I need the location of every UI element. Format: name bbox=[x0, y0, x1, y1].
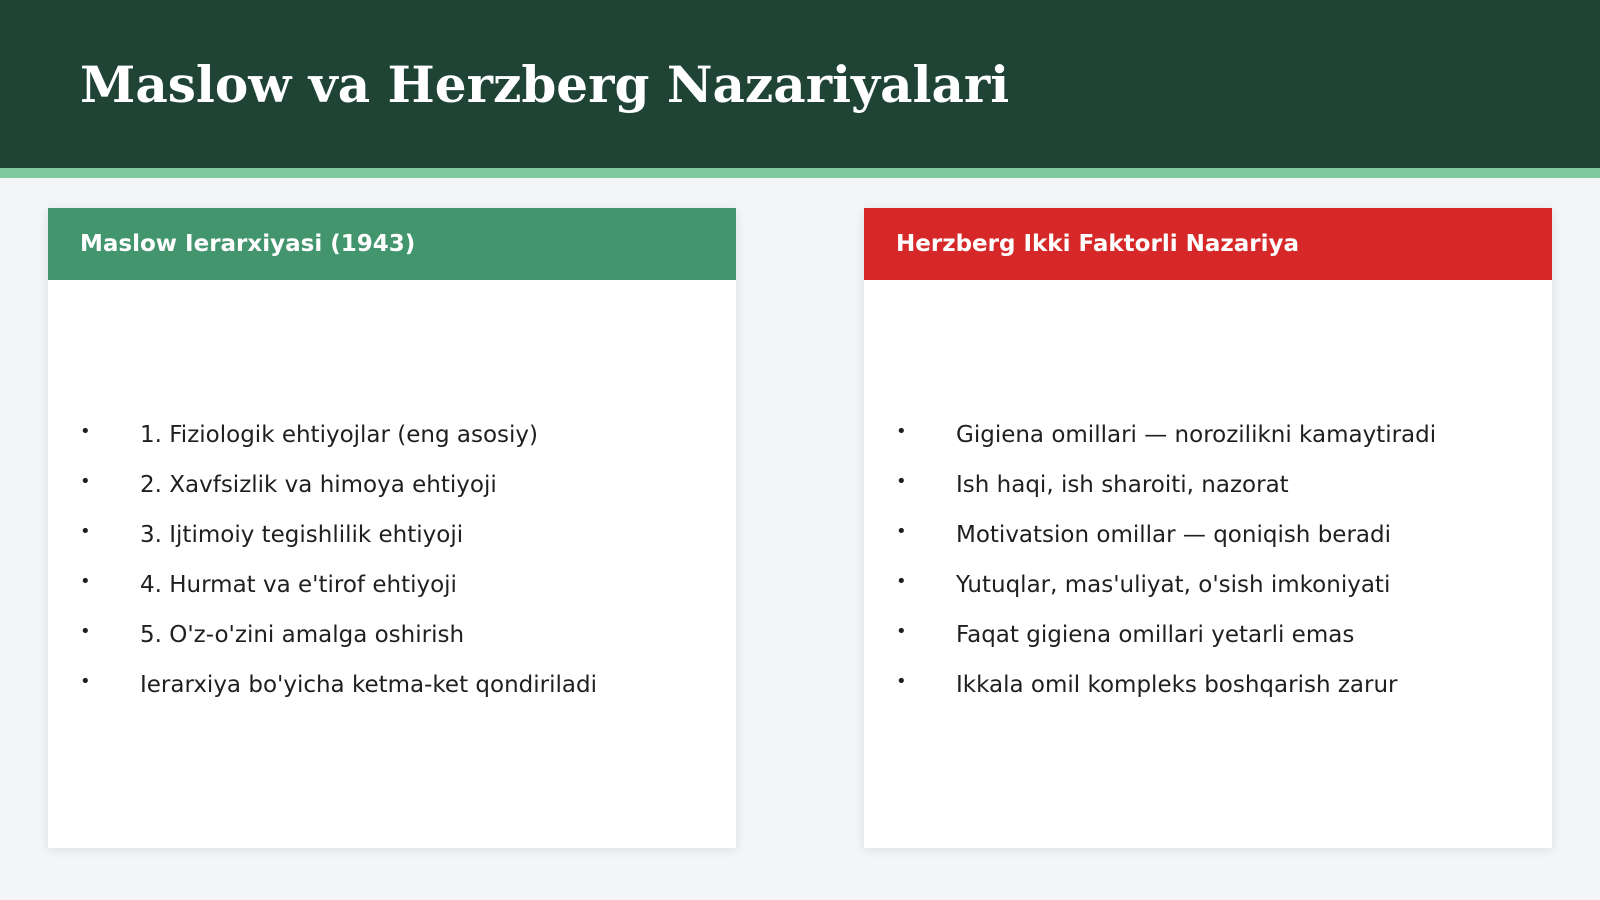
list-item bbox=[80, 410, 720, 460]
list-item-text: 4. Hurmat va e'tirof ehtiyoji bbox=[140, 572, 457, 598]
list-item bbox=[80, 510, 720, 560]
list-item bbox=[896, 560, 1536, 610]
list-item bbox=[896, 660, 1536, 710]
herzberg-card bbox=[864, 208, 1552, 848]
list-item bbox=[896, 610, 1536, 660]
list-item-text: Ikkala omil kompleks boshqarish zarur bbox=[956, 672, 1398, 698]
list-item-text: 3. Ijtimoiy tegishlilik ehtiyoji bbox=[140, 522, 464, 548]
herzberg-bullet-list bbox=[896, 410, 1536, 710]
maslow-card-header bbox=[48, 208, 736, 280]
list-item bbox=[80, 460, 720, 510]
herzberg-card-title: Herzberg Ikki Faktorli Nazariya bbox=[896, 231, 1300, 257]
list-item-text: Faqat gigiena omillari yetarli emas bbox=[956, 622, 1355, 648]
list-item-text: Ish haqi, ish sharoiti, nazorat bbox=[956, 472, 1289, 498]
maslow-card-title: Maslow Ierarxiyasi (1943) bbox=[80, 231, 416, 257]
slide-title: Maslow va Herzberg Nazariyalari bbox=[80, 55, 1010, 114]
list-item-text: 1. Fiziologik ehtiyojlar (eng asosiy) bbox=[140, 422, 538, 448]
slide-header bbox=[0, 0, 1600, 168]
bullet-icon: • bbox=[896, 420, 907, 442]
maslow-card bbox=[48, 208, 736, 848]
list-item-text: Gigiena omillari — norozilikni kamaytiradi bbox=[956, 422, 1437, 448]
list-item-text: Motivatsion omillar — qoniqish beradi bbox=[956, 522, 1391, 548]
list-item bbox=[80, 610, 720, 660]
list-item bbox=[896, 410, 1536, 460]
list-item bbox=[896, 510, 1536, 560]
list-item bbox=[80, 560, 720, 610]
bullet-icon: • bbox=[896, 620, 907, 642]
bullet-icon: • bbox=[896, 670, 907, 692]
list-item-text: Ierarxiya bo'yicha ketma-ket qondiriladi bbox=[140, 672, 597, 698]
bullet-icon: • bbox=[80, 470, 91, 492]
herzberg-card-header bbox=[864, 208, 1552, 280]
list-item-text: 2. Xavfsizlik va himoya ehtiyoji bbox=[140, 472, 497, 498]
bullet-icon: • bbox=[896, 520, 907, 542]
header-accent-bar bbox=[0, 168, 1600, 178]
maslow-bullet-list bbox=[80, 410, 720, 710]
bullet-icon: • bbox=[896, 470, 907, 492]
list-item bbox=[80, 660, 720, 710]
bullet-icon: • bbox=[80, 520, 91, 542]
bullet-icon: • bbox=[80, 670, 91, 692]
bullet-icon: • bbox=[896, 570, 907, 592]
bullet-icon: • bbox=[80, 570, 91, 592]
bullet-icon: • bbox=[80, 420, 91, 442]
list-item-text: Yutuqlar, mas'uliyat, o'sish imkoniyati bbox=[956, 572, 1391, 598]
bullet-icon: • bbox=[80, 620, 91, 642]
list-item-text: 5. O'z-o'zini amalga oshirish bbox=[140, 622, 465, 648]
list-item bbox=[896, 460, 1536, 510]
